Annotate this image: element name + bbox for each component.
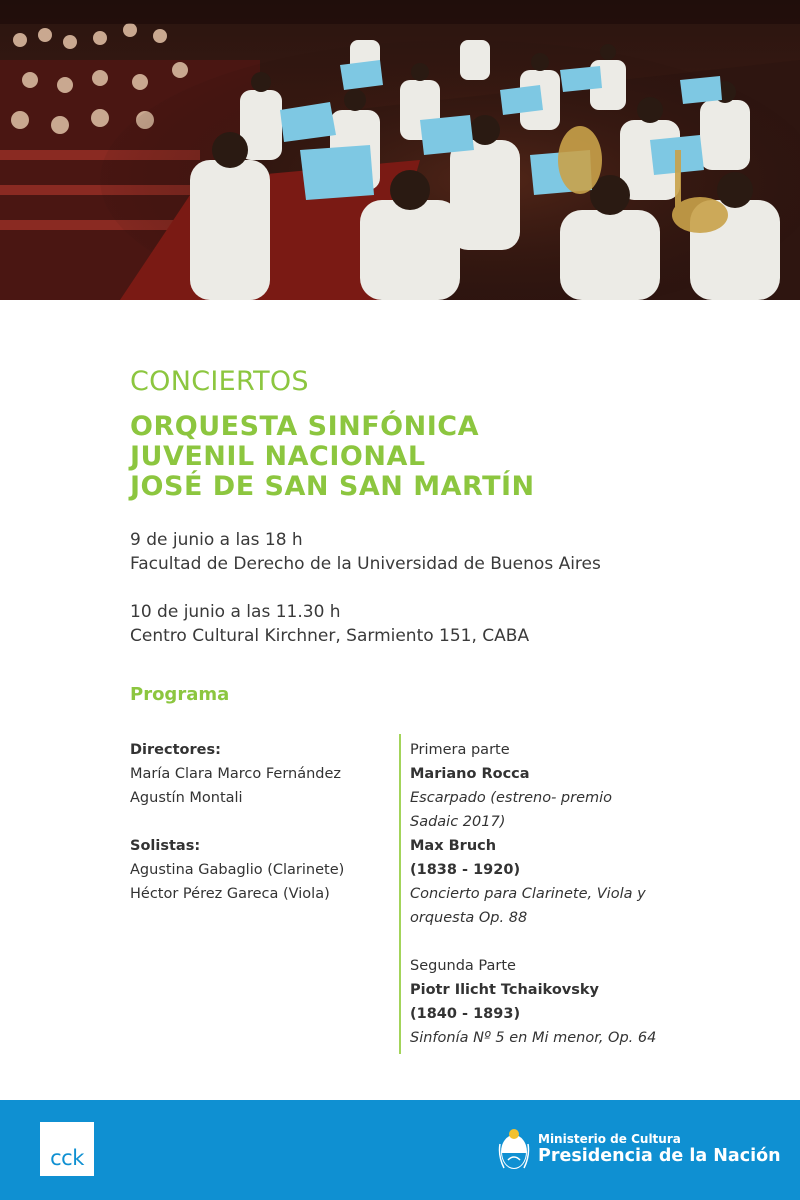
composer-years: (1838 - 1920) — [410, 862, 521, 878]
composer-name: Mariano Rocca — [410, 766, 530, 782]
date-time: 9 de junio a las 18 h — [130, 530, 303, 550]
soloist-name: Agustina Gabaglio (Clarinete) — [130, 862, 345, 878]
ministry-logo — [498, 1124, 781, 1174]
ministry-name: Ministerio de Cultura — [538, 1131, 681, 1146]
date-block-2 — [130, 600, 601, 648]
national-shield-icon — [498, 1124, 530, 1174]
title-line-3: JOSÉ DE SAN SAN MARTÍN — [130, 471, 535, 502]
title-line-2: JUVENIL NACIONAL — [130, 441, 426, 472]
presidency-name: Presidencia de la Nación — [538, 1145, 781, 1166]
program-column — [410, 738, 680, 1050]
cck-logo — [40, 1122, 94, 1176]
cck-logo-text: cck — [50, 1146, 84, 1170]
credits-column — [130, 738, 390, 906]
date-time: 10 de junio a las 11.30 h — [130, 602, 341, 622]
programa-heading: Programa — [130, 684, 230, 705]
soloist-name: Héctor Pérez Gareca (Viola) — [130, 886, 330, 902]
director-name: María Clara Marco Fernández — [130, 766, 342, 782]
directores-label: Directores: — [130, 742, 221, 758]
work-title: Escarpado (estreno- premio — [410, 790, 613, 806]
part-label: Segunda Parte — [410, 958, 516, 974]
column-divider — [399, 734, 401, 1054]
work-title: Concierto para Clarinete, Viola y — [410, 886, 646, 902]
part-label: Primera parte — [410, 742, 510, 758]
solistas-label: Solistas: — [130, 838, 201, 854]
title-line-1: ORQUESTA SINFÓNICA — [130, 411, 479, 442]
director-name: Agustín Montali — [130, 790, 243, 806]
work-title: Sinfonía Nº 5 en Mi menor, Op. 64 — [410, 1030, 657, 1046]
venue: Facultad de Derecho de la Universidad de Buenos Aires — [130, 554, 601, 574]
work-title: Sadaic 2017) — [410, 814, 506, 830]
venue: Centro Cultural Kirchner, Sarmiento 151, CABA — [130, 626, 530, 646]
orchestra-title — [130, 412, 535, 502]
work-title: orquesta Op. 88 — [410, 910, 528, 926]
composer-name: Max Bruch — [410, 838, 497, 854]
composer-years: (1840 - 1893) — [410, 1006, 521, 1022]
concert-dates — [130, 528, 601, 672]
footer-bar — [0, 1100, 800, 1200]
section-kicker: CONCIERTOS — [130, 366, 309, 397]
orchestra-concert-photo — [0, 0, 800, 300]
date-block-1 — [130, 528, 601, 576]
composer-name: Piotr Ilicht Tchaikovsky — [410, 982, 599, 998]
